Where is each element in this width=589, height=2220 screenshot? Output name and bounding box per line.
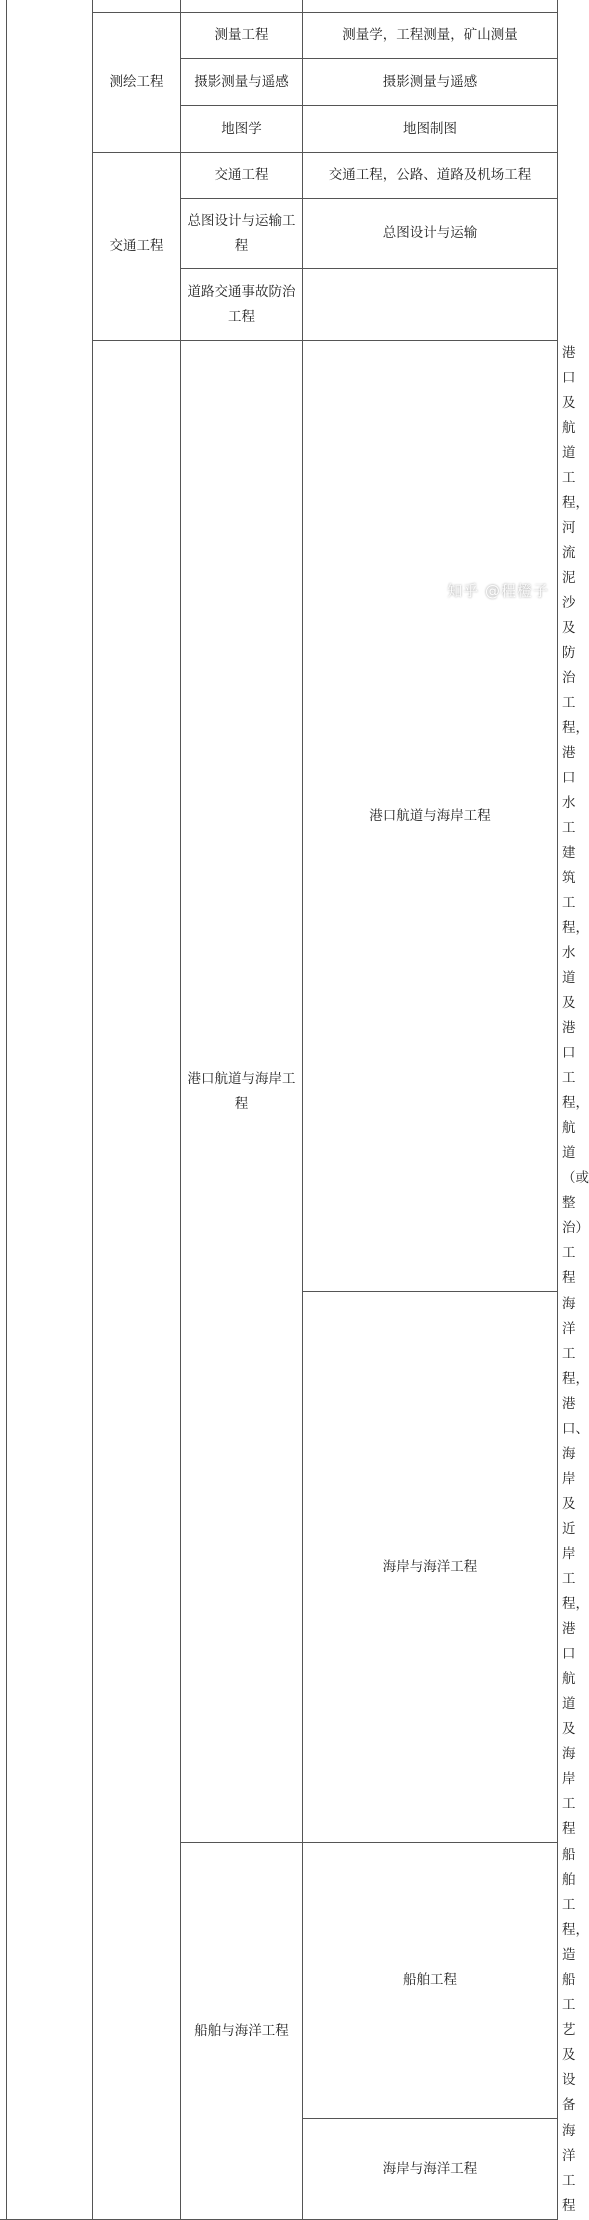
group-cell: 交通工程	[93, 153, 181, 341]
group-cell: 港口航道与海岸工程	[181, 341, 303, 1843]
group-cell: 船舶与海洋工程	[181, 1843, 303, 2220]
description-cell: 摄影测量与遥感	[303, 59, 558, 106]
major-cell: 海岸与海洋工程	[303, 1292, 558, 1843]
watermark: 知乎 @程橙子	[447, 582, 549, 600]
table-row: 船舶与海洋工程 船舶工程 船舶工程，造船工艺及设备	[0, 1843, 558, 2119]
description-cell: 总图设计与运输	[303, 199, 558, 269]
major-cell: 港口航道与海岸工程	[303, 341, 558, 1292]
table-row	[0, 0, 558, 13]
table-row: 海岸与海洋工程 海洋工程	[0, 2119, 558, 2220]
description-cell: 交通工程，公路、道路及机场工程	[303, 153, 558, 199]
major-cell	[181, 0, 303, 13]
outer-category-cell	[7, 0, 93, 2220]
major-cell: 交通工程	[181, 153, 303, 199]
major-cell: 地图学	[181, 106, 303, 153]
description-cell	[303, 269, 558, 341]
table-row: 港口航道与海岸工程 港口航道与海岸工程 港口及航道工程，河流泥沙及防治工程，港口水工建筑工程，水道及港口工程，航道（或整治）工程	[0, 341, 558, 1292]
description-cell: 测量学，工程测量，矿山测量	[303, 13, 558, 59]
major-cell: 道路交通事故防治工程	[181, 269, 303, 341]
major-cell: 摄影测量与遥感	[181, 59, 303, 106]
major-cell: 船舶工程	[303, 1843, 558, 2119]
table-row: 海岸与海洋工程 海洋工程，港口、海岸及近岸工程，港口航道及海岸工程	[0, 1292, 558, 1843]
major-cell: 测量工程	[181, 13, 303, 59]
major-cell: 海岸与海洋工程	[303, 2119, 558, 2220]
outer-category-cell	[93, 341, 181, 2220]
description-cell	[303, 0, 558, 13]
description-cell: 地图制图	[303, 106, 558, 153]
group-cell: 测绘工程	[93, 13, 181, 153]
group-cell	[93, 0, 181, 13]
major-cell: 总图设计与运输工程	[181, 199, 303, 269]
